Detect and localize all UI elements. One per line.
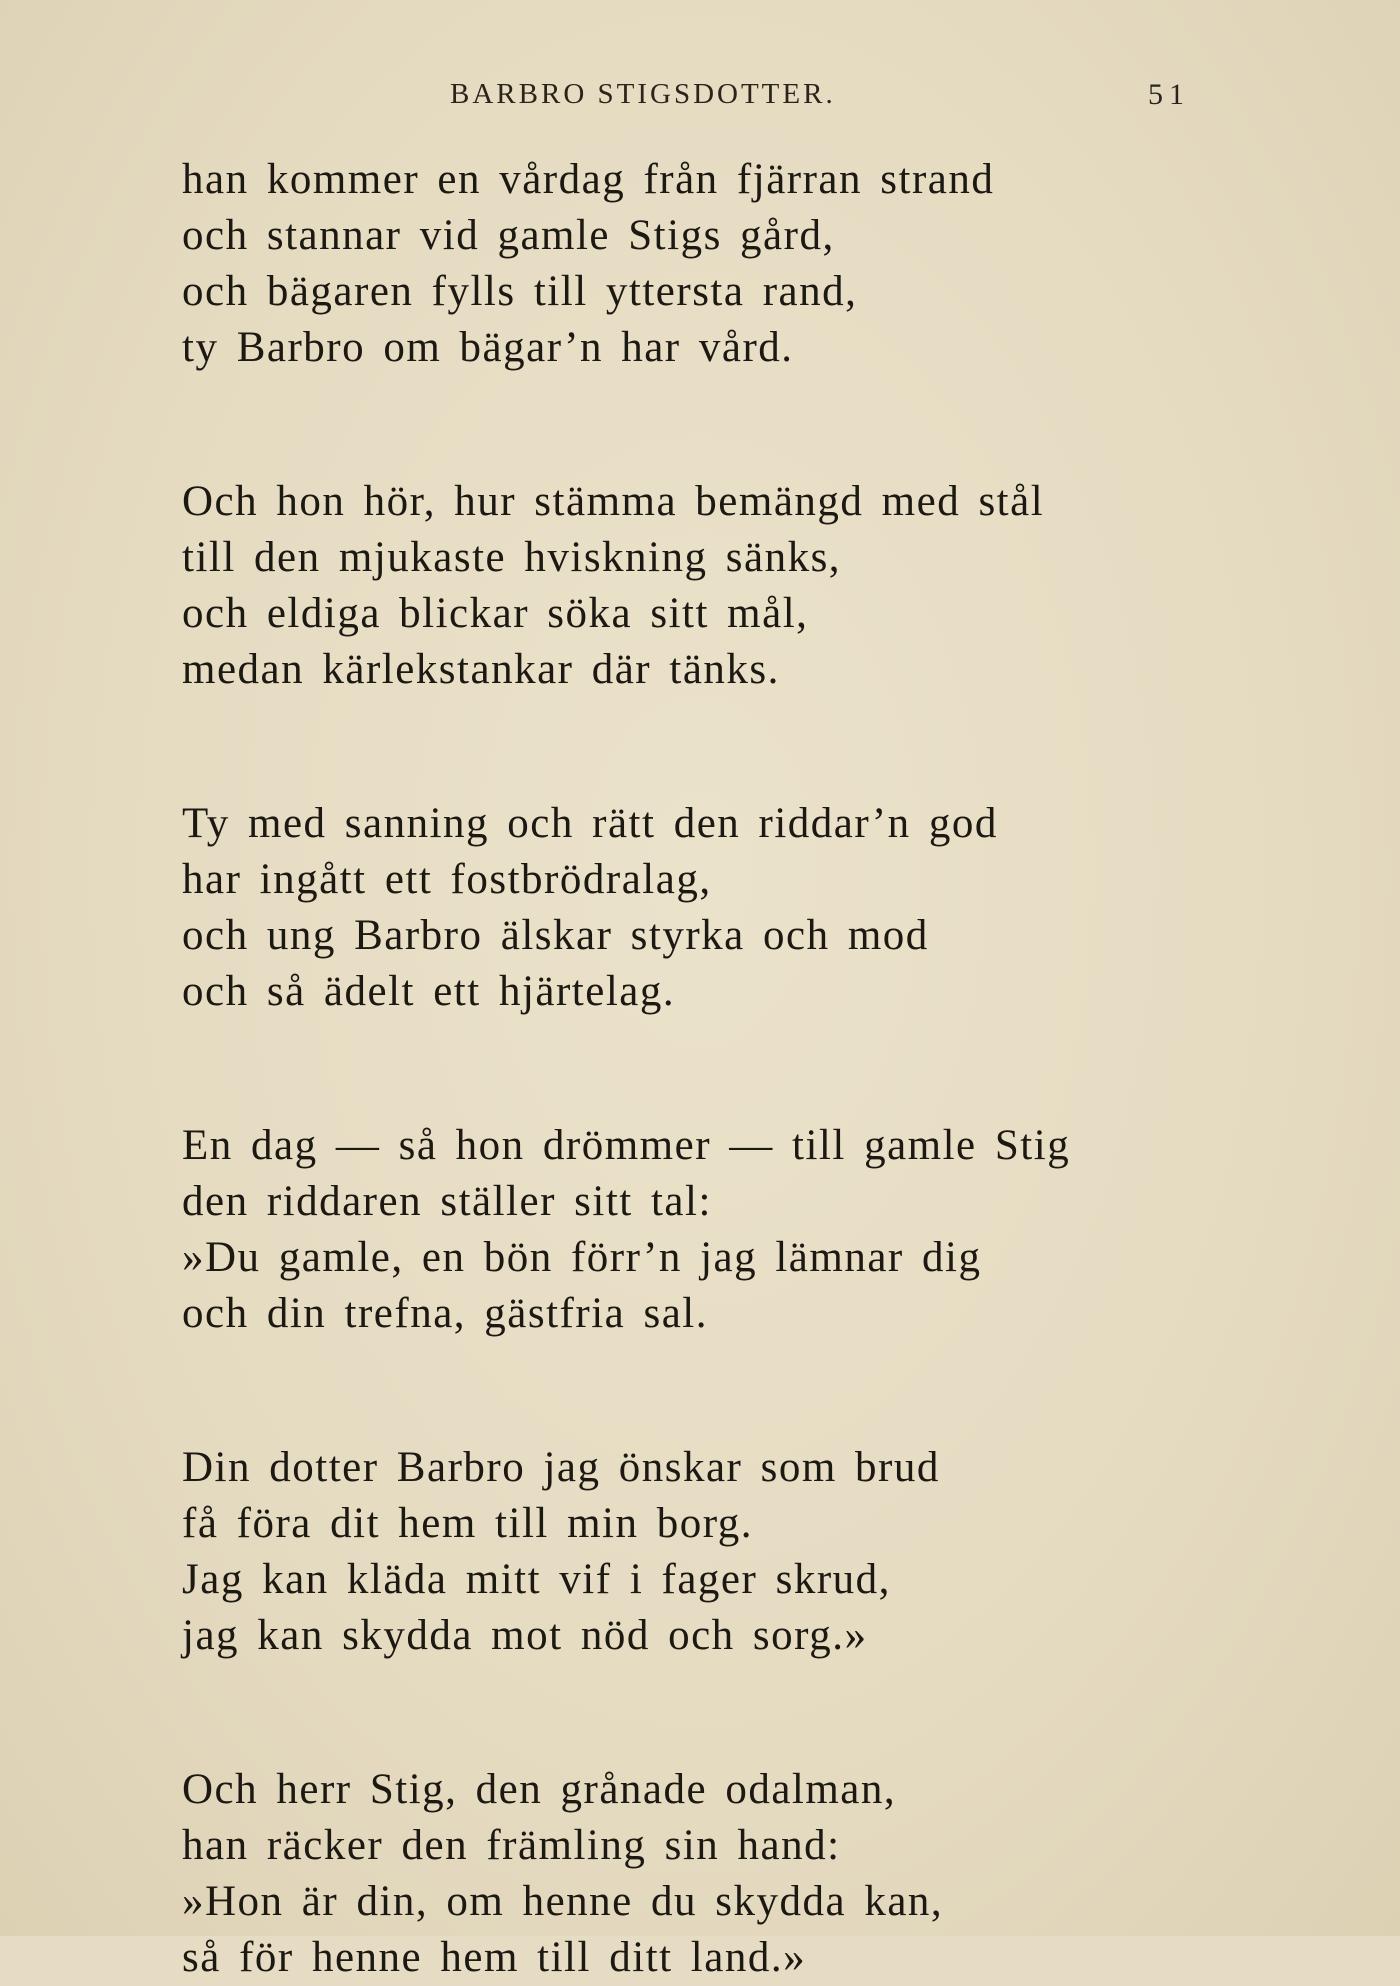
poem-line: Och hon hör, hur stämma bemängd med stål: [182, 478, 1045, 525]
poem-line: och bägaren fylls till yttersta rand,: [182, 268, 858, 315]
poem-line: och eldiga blickar söka sitt mål,: [182, 590, 809, 637]
stanza-4: [182, 1118, 1242, 1342]
stanza-1: [182, 152, 1242, 376]
poem: [182, 152, 1242, 1986]
stanza-2: [182, 474, 1242, 698]
poem-line: Din dotter Barbro jag önskar som brud: [182, 1444, 940, 1491]
poem-line: till den mjukaste hviskning sänks,: [182, 534, 842, 581]
running-head: [0, 78, 1400, 118]
poem-line: »Hon är din, om henne du skydda kan,: [182, 1878, 944, 1925]
poem-line: och så ädelt ett hjärtelag.: [182, 968, 676, 1015]
poem-line: och din trefna, gästfria sal.: [182, 1290, 708, 1337]
poem-line: ty Barbro om bägar’n har vård.: [182, 324, 794, 371]
poem-line: En dag — så hon drömmer — till gamle Stig: [182, 1122, 1071, 1169]
poem-line: jag kan skydda mot nöd och sorg.»: [182, 1612, 868, 1659]
poem-line: har ingått ett fostbrödralag,: [182, 856, 712, 903]
poem-line: han kommer en vårdag från fjärran strand: [182, 156, 995, 203]
stanza-3: [182, 796, 1242, 1020]
running-title: BARBRO STIGSDOTTER.: [450, 78, 836, 110]
stanza-5: [182, 1440, 1242, 1664]
poem-line: medan kärlekstankar där tänks.: [182, 646, 780, 693]
poem-line: Jag kan kläda mitt vif i fager skrud,: [182, 1556, 891, 1603]
stanza-6: [182, 1762, 1242, 1986]
poem-line: få föra dit hem till min borg.: [182, 1500, 754, 1547]
poem-line: »Du gamle, en bön förr’n jag lämnar dig: [182, 1234, 982, 1281]
poem-line: han räcker den främling sin hand:: [182, 1822, 841, 1869]
poem-line: Ty med sanning och rätt den riddar’n god: [182, 800, 998, 847]
page-number: 51: [1148, 78, 1190, 111]
poem-line: och stannar vid gamle Stigs gård,: [182, 212, 835, 259]
poem-line: Och herr Stig, den grånade odalman,: [182, 1766, 897, 1813]
poem-line: den riddaren ställer sitt tal:: [182, 1178, 712, 1225]
poem-line: så för henne hem till ditt land.»: [182, 1934, 807, 1981]
poem-line: och ung Barbro älskar styrka och mod: [182, 912, 929, 959]
